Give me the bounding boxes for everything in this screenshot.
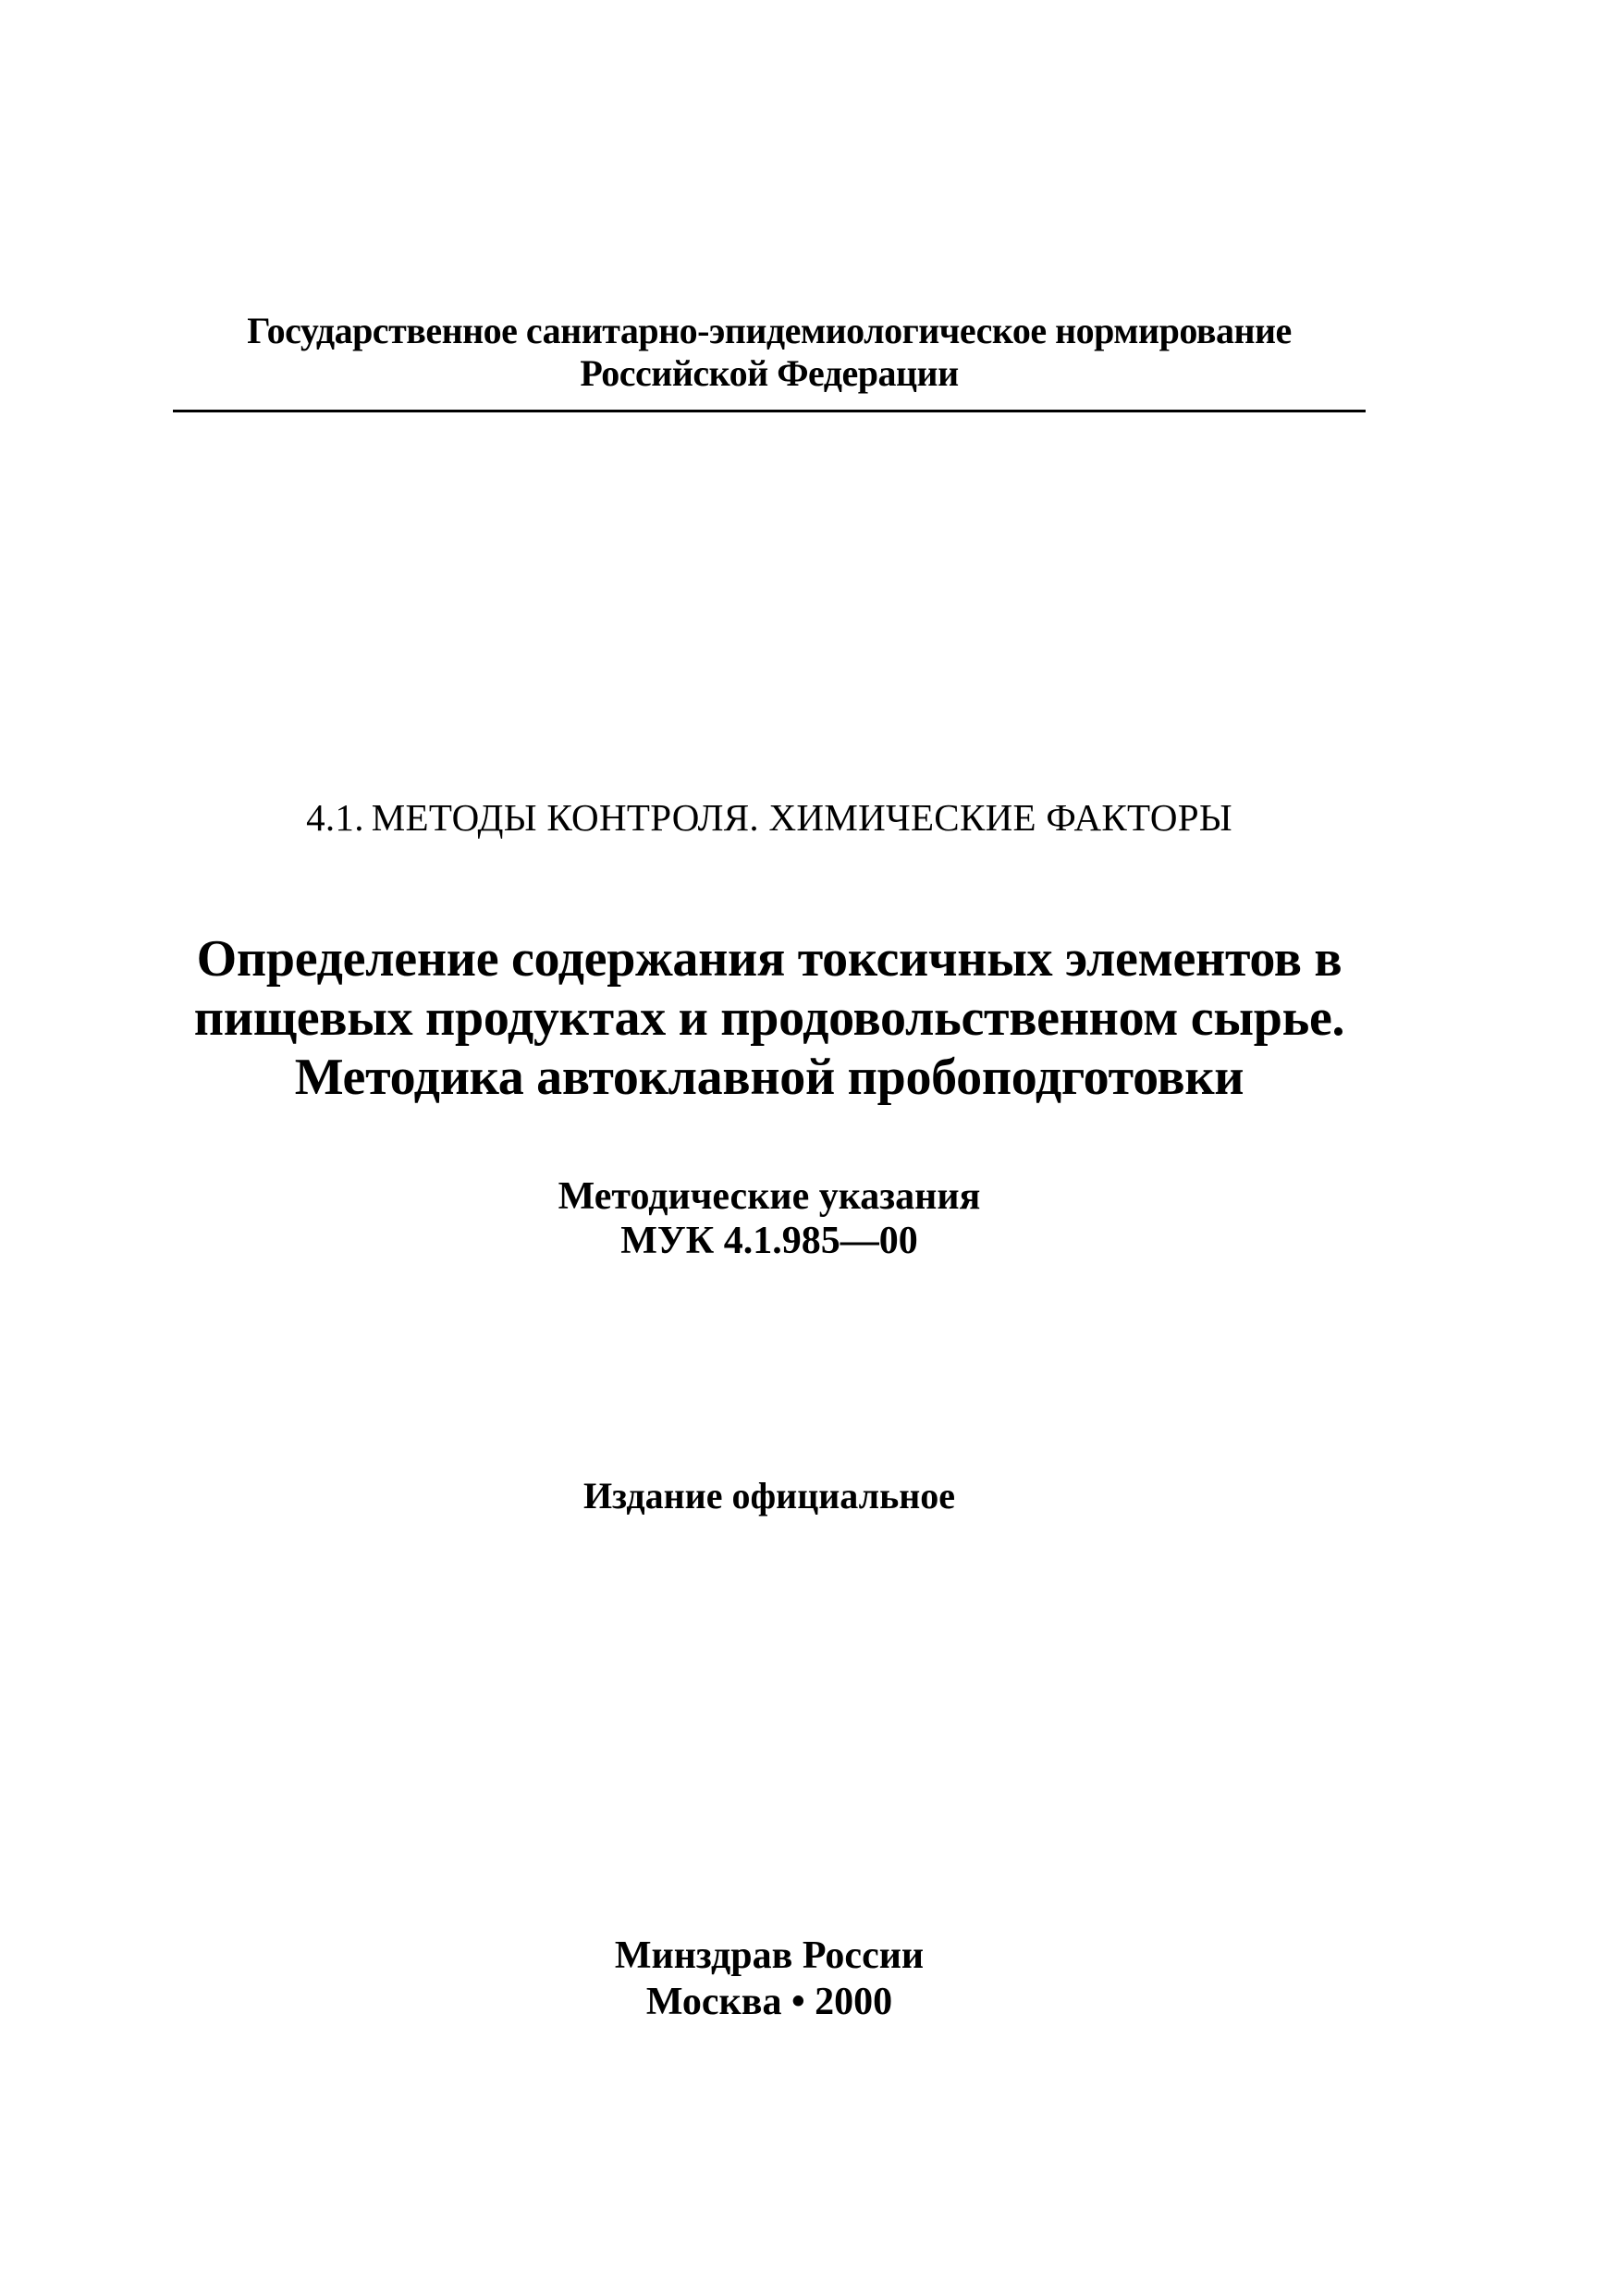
series-text: МЕТОДЫ КОНТРОЛЯ. ХИМИЧЕСКИЕ ФАКТОРЫ: [371, 796, 1232, 839]
header-line-2: Российской Федерации: [580, 352, 959, 394]
title-line-2: пищевых продуктах и продовольственном сырье.: [193, 989, 1345, 1047]
publisher-name: Минздрав России: [614, 1934, 925, 1977]
edition-note: Издание официальное: [582, 1475, 956, 1516]
document-type-block: [173, 1174, 1366, 1263]
document-kind: Методические указания: [558, 1175, 981, 1218]
header-line-1: Государственное санитарно-эпидемиологическое нормирование: [247, 310, 1292, 351]
document-title: [139, 929, 1400, 1107]
header-block: [173, 310, 1366, 395]
title-line-1: Определение содержания токсичных элементов в: [196, 930, 1342, 988]
series-heading: [173, 795, 1366, 840]
document-code: МУК 4.1.985—00: [620, 1220, 918, 1262]
header-divider: [173, 410, 1366, 412]
title-line-3: Методика автоклавной пробоподготовки: [294, 1049, 1244, 1106]
publisher-block: [173, 1933, 1366, 2025]
publisher-city-year: Москва • 2000: [645, 1981, 893, 2023]
series-number: 4.1.: [306, 796, 364, 839]
